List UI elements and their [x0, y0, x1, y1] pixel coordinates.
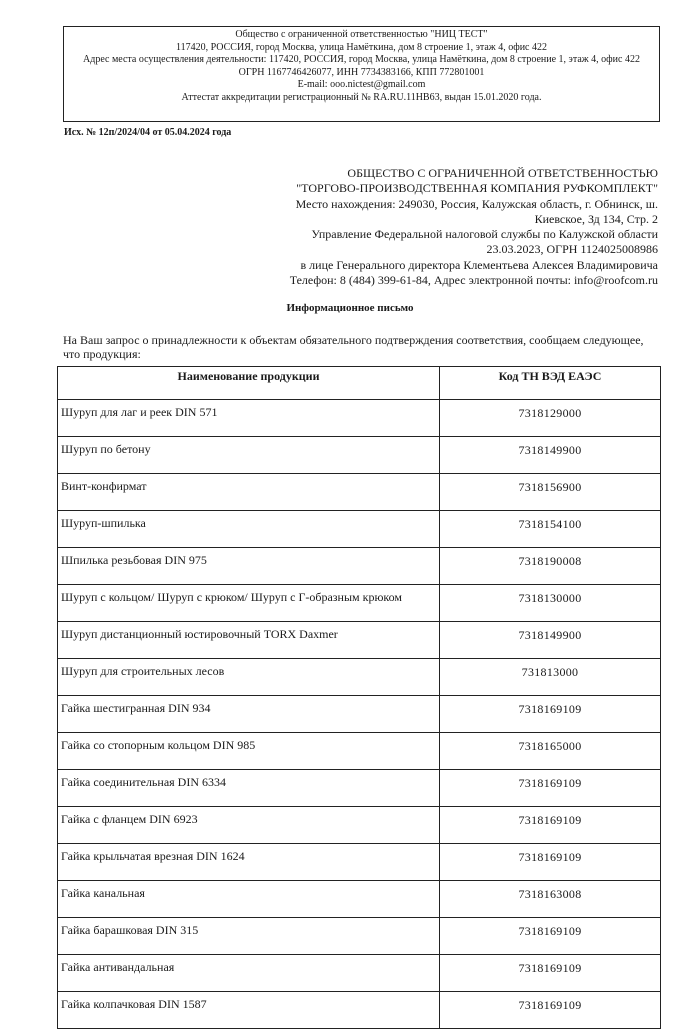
outgoing-reference: Исх. № 12п/2024/04 от 05.04.2024 года	[64, 127, 232, 138]
product-name-cell: Гайка с фланцем DIN 6923	[58, 807, 440, 844]
addressee-line: Киевское, Зд 134, Стр. 2	[534, 211, 658, 226]
product-name-cell: Шуруп дистанционный юстировочный TORX Daxmer	[58, 622, 440, 659]
table-row	[58, 770, 661, 807]
hs-code-cell: 7318169109	[440, 844, 661, 881]
table-row	[58, 955, 661, 992]
issuer-email: E-mail: ooo.nictest@gmail.com	[297, 79, 426, 91]
product-name-cell: Шуруп для лаг и реек DIN 571	[58, 400, 440, 437]
product-name-cell: Шпилька резьбовая DIN 975	[58, 548, 440, 585]
product-name-cell: Гайка шестигранная DIN 934	[58, 696, 440, 733]
table-row	[58, 437, 661, 474]
table-row	[58, 548, 661, 585]
table-row	[58, 400, 661, 437]
table-row	[58, 511, 661, 548]
addressee-line: Место нахождения: 249030, Россия, Калужская область, г. Обнинск, ш.	[295, 196, 658, 211]
product-name-cell: Гайка соединительная DIN 6334	[58, 770, 440, 807]
table-row	[58, 622, 661, 659]
product-name-cell: Винт-конфирмат	[58, 474, 440, 511]
intro-paragraph: На Ваш запрос о принадлежности к объектам обязательного подтверждения соответствия, сообщаем следующее, что продукция:	[63, 333, 644, 361]
table-row	[58, 585, 661, 622]
hs-code-cell: 7318169109	[440, 918, 661, 955]
hs-code-cell: 7318149900	[440, 437, 661, 474]
table-row	[58, 659, 661, 696]
table-row	[58, 918, 661, 955]
product-name-cell: Гайка со стопорным кольцом DIN 985	[58, 733, 440, 770]
product-name-cell: Шуруп с кольцом/ Шуруп с крюком/ Шуруп с Г-образным крюком	[58, 585, 440, 622]
product-name-cell: Гайка крыльчатая врезная DIN 1624	[58, 844, 440, 881]
column-header-code: Код ТН ВЭД ЕАЭС	[440, 367, 661, 400]
table-row	[58, 881, 661, 918]
table-row	[58, 992, 661, 1029]
table-row	[58, 696, 661, 733]
hs-code-cell: 7318165000	[440, 733, 661, 770]
hs-code-cell: 7318169109	[440, 955, 661, 992]
product-name-cell: Шуруп по бетону	[58, 437, 440, 474]
products-table	[57, 366, 661, 1029]
addressee-line: Телефон: 8 (484) 399-61-84, Адрес электронной почты: info@roofcom.ru	[289, 273, 658, 288]
product-name-cell: Шуруп-шпилька	[58, 511, 440, 548]
table-row	[58, 474, 661, 511]
table-row	[58, 844, 661, 881]
product-name-cell: Гайка антивандальная	[58, 955, 440, 992]
product-name-cell: Шуруп для строительных лесов	[58, 659, 440, 696]
product-name-cell: Гайка барашковая DIN 315	[58, 918, 440, 955]
hs-code-cell: 7318169109	[440, 696, 661, 733]
hs-code-cell: 7318129000	[440, 400, 661, 437]
table-header-row	[58, 367, 661, 400]
table-row	[58, 733, 661, 770]
hs-code-cell: 7318149900	[440, 622, 661, 659]
hs-code-cell: 7318154100	[440, 511, 661, 548]
product-name-cell: Гайка колпачковая DIN 1587	[58, 992, 440, 1029]
hs-code-cell: 7318156900	[440, 474, 661, 511]
product-name-cell: Гайка канальная	[58, 881, 440, 918]
table-body	[58, 400, 661, 1029]
hs-code-cell: 7318130000	[440, 585, 661, 622]
hs-code-cell: 7318169109	[440, 770, 661, 807]
hs-code-cell: 7318169109	[440, 992, 661, 1029]
issuer-header	[63, 26, 660, 122]
hs-code-cell: 7318190008	[440, 548, 661, 585]
letter-title: Информационное письмо	[286, 302, 414, 314]
addressee-line: в лице Генерального директора Клементьева Алексея Владимировича	[300, 257, 658, 272]
addressee-line: 23.03.2023, ОГРН 1124025008986	[486, 242, 658, 257]
addressee-block	[200, 166, 658, 288]
addressee-line: Управление Федеральной налоговой службы по Калужской области	[311, 227, 658, 242]
issuer-registry: ОГРН 1167746426077, ИНН 7734383166, КПП 772801001	[238, 66, 485, 78]
column-header-name: Наименование продукции	[58, 367, 440, 400]
issuer-org-name: Общество с ограниченной ответственностью "НИЦ ТЕСТ"	[235, 29, 488, 40]
addressee-line: "ТОРГОВО-ПРОИЗВОДСТВЕННАЯ КОМПАНИЯ РУФКОМПЛЕКТ"	[296, 181, 658, 196]
table-row	[58, 807, 661, 844]
hs-code-cell: 7318169109	[440, 807, 661, 844]
addressee-line: ОБЩЕСТВО С ОГРАНИЧЕННОЙ ОТВЕТСТВЕННОСТЬЮ	[347, 166, 658, 180]
hs-code-cell: 7318163008	[440, 881, 661, 918]
hs-code-cell: 731813000	[440, 659, 661, 696]
issuer-legal-address: 117420, РОССИЯ, город Москва, улица Намёткина, дом 8 строение 1, этаж 4, офис 422	[175, 41, 547, 53]
issuer-accreditation: Аттестат аккредитации регистрационный № RA.RU.11НВ63, выдан 15.01.2020 года.	[181, 91, 542, 103]
issuer-activity-address: Адрес места осуществления деятельности: 117420, РОССИЯ, город Москва, улица Намёткина, дом 8 строение 1, этаж 4, офис 422	[83, 54, 640, 66]
